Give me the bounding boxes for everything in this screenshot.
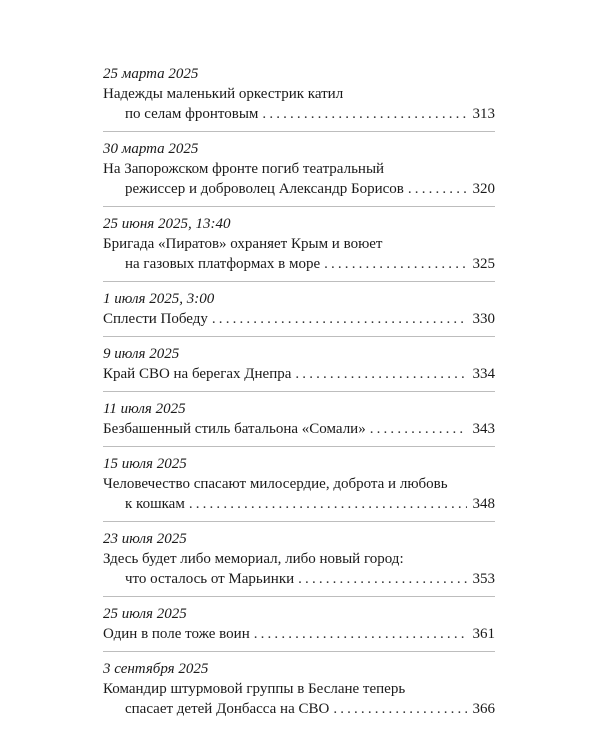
divider xyxy=(103,206,495,207)
divider xyxy=(103,131,495,132)
toc-entry xyxy=(103,454,495,514)
entry-last-line xyxy=(103,104,495,124)
entry-date: 23 июля 2025 xyxy=(103,531,187,547)
entry-title-line: режиссер и доброволец Александр Борисов xyxy=(125,181,404,197)
dot-leader xyxy=(408,179,467,199)
entry-title-line: что осталось от Марьинки xyxy=(125,571,295,587)
entry-last-line xyxy=(103,309,495,329)
entry-last-line xyxy=(103,624,495,644)
entry-last-line xyxy=(103,419,495,439)
entry-title-line: Бригада «Пиратов» охраняет Крым и воюет xyxy=(103,236,383,252)
entry-date: 25 июня 2025, 13:40 xyxy=(103,216,231,232)
dot-leader xyxy=(324,254,466,274)
divider xyxy=(103,281,495,282)
divider xyxy=(103,596,495,597)
toc-entry xyxy=(103,289,495,329)
entry-title-line: Безбашенный стиль батальона «Сомали» xyxy=(103,421,366,437)
entry-title-line: Здесь будет либо мемориал, либо новый город: xyxy=(103,551,404,567)
entry-title-line: Надежды маленький оркестрик катил xyxy=(103,86,344,102)
entry-title-line: Командир штурмовой группы в Беслане теперь xyxy=(103,681,406,697)
toc-entry xyxy=(103,529,495,589)
dot-leader xyxy=(189,494,467,514)
entry-title-line: На Запорожском фронте погиб театральный xyxy=(103,161,385,177)
entry-last-line xyxy=(103,494,495,514)
entry-last-line xyxy=(103,254,495,274)
dot-leader xyxy=(262,104,466,124)
entry-title-line: спасает детей Донбасса на СВО xyxy=(125,701,330,717)
entry-title-line: по селам фронтовым xyxy=(125,106,259,122)
table-of-contents xyxy=(103,64,495,719)
page-number: 334 xyxy=(472,366,495,382)
entry-title-line: Сплести Победу xyxy=(103,311,208,327)
entry-date: 3 сентября 2025 xyxy=(103,661,209,677)
entry-title-line: к кошкам xyxy=(125,496,185,512)
entry-date: 15 июля 2025 xyxy=(103,456,187,472)
toc-entry xyxy=(103,64,495,124)
page-number: 343 xyxy=(472,421,495,437)
divider xyxy=(103,391,495,392)
entry-date: 30 марта 2025 xyxy=(103,141,199,157)
page-number: 348 xyxy=(472,496,495,512)
divider xyxy=(103,521,495,522)
entry-title-line: на газовых платформах в море xyxy=(125,256,321,272)
entry-date: 11 июля 2025 xyxy=(103,401,186,417)
entry-date: 25 марта 2025 xyxy=(103,66,199,82)
divider xyxy=(103,446,495,447)
page-number: 353 xyxy=(472,571,495,587)
entry-title-line: Один в поле тоже воин xyxy=(103,626,250,642)
toc-entry xyxy=(103,399,495,439)
entry-last-line xyxy=(103,179,495,199)
entry-title-line: Человечество спасают милосердие, доброта и любовь xyxy=(103,476,448,492)
entry-date: 9 июля 2025 xyxy=(103,346,180,362)
dot-leader xyxy=(333,699,466,719)
page-number: 325 xyxy=(472,256,495,272)
toc-entry xyxy=(103,604,495,644)
entry-title-line: Край СВО на берегах Днепра xyxy=(103,366,292,382)
toc-entry xyxy=(103,344,495,384)
page-number: 366 xyxy=(472,701,495,717)
toc-entry xyxy=(103,659,495,719)
dot-leader xyxy=(295,364,466,384)
page-number: 330 xyxy=(472,311,495,327)
toc-entry xyxy=(103,139,495,199)
page-number: 313 xyxy=(472,106,495,122)
divider xyxy=(103,651,495,652)
toc-entry xyxy=(103,214,495,274)
divider xyxy=(103,336,495,337)
dot-leader xyxy=(254,624,467,644)
dot-leader xyxy=(370,419,467,439)
entry-last-line xyxy=(103,364,495,384)
entry-last-line xyxy=(103,699,495,719)
page-number: 320 xyxy=(472,181,495,197)
entry-last-line xyxy=(103,569,495,589)
page-number: 361 xyxy=(472,626,495,642)
entry-date: 1 июля 2025, 3:00 xyxy=(103,291,215,307)
entry-date: 25 июля 2025 xyxy=(103,606,187,622)
dot-leader xyxy=(298,569,466,589)
dot-leader xyxy=(212,309,467,329)
